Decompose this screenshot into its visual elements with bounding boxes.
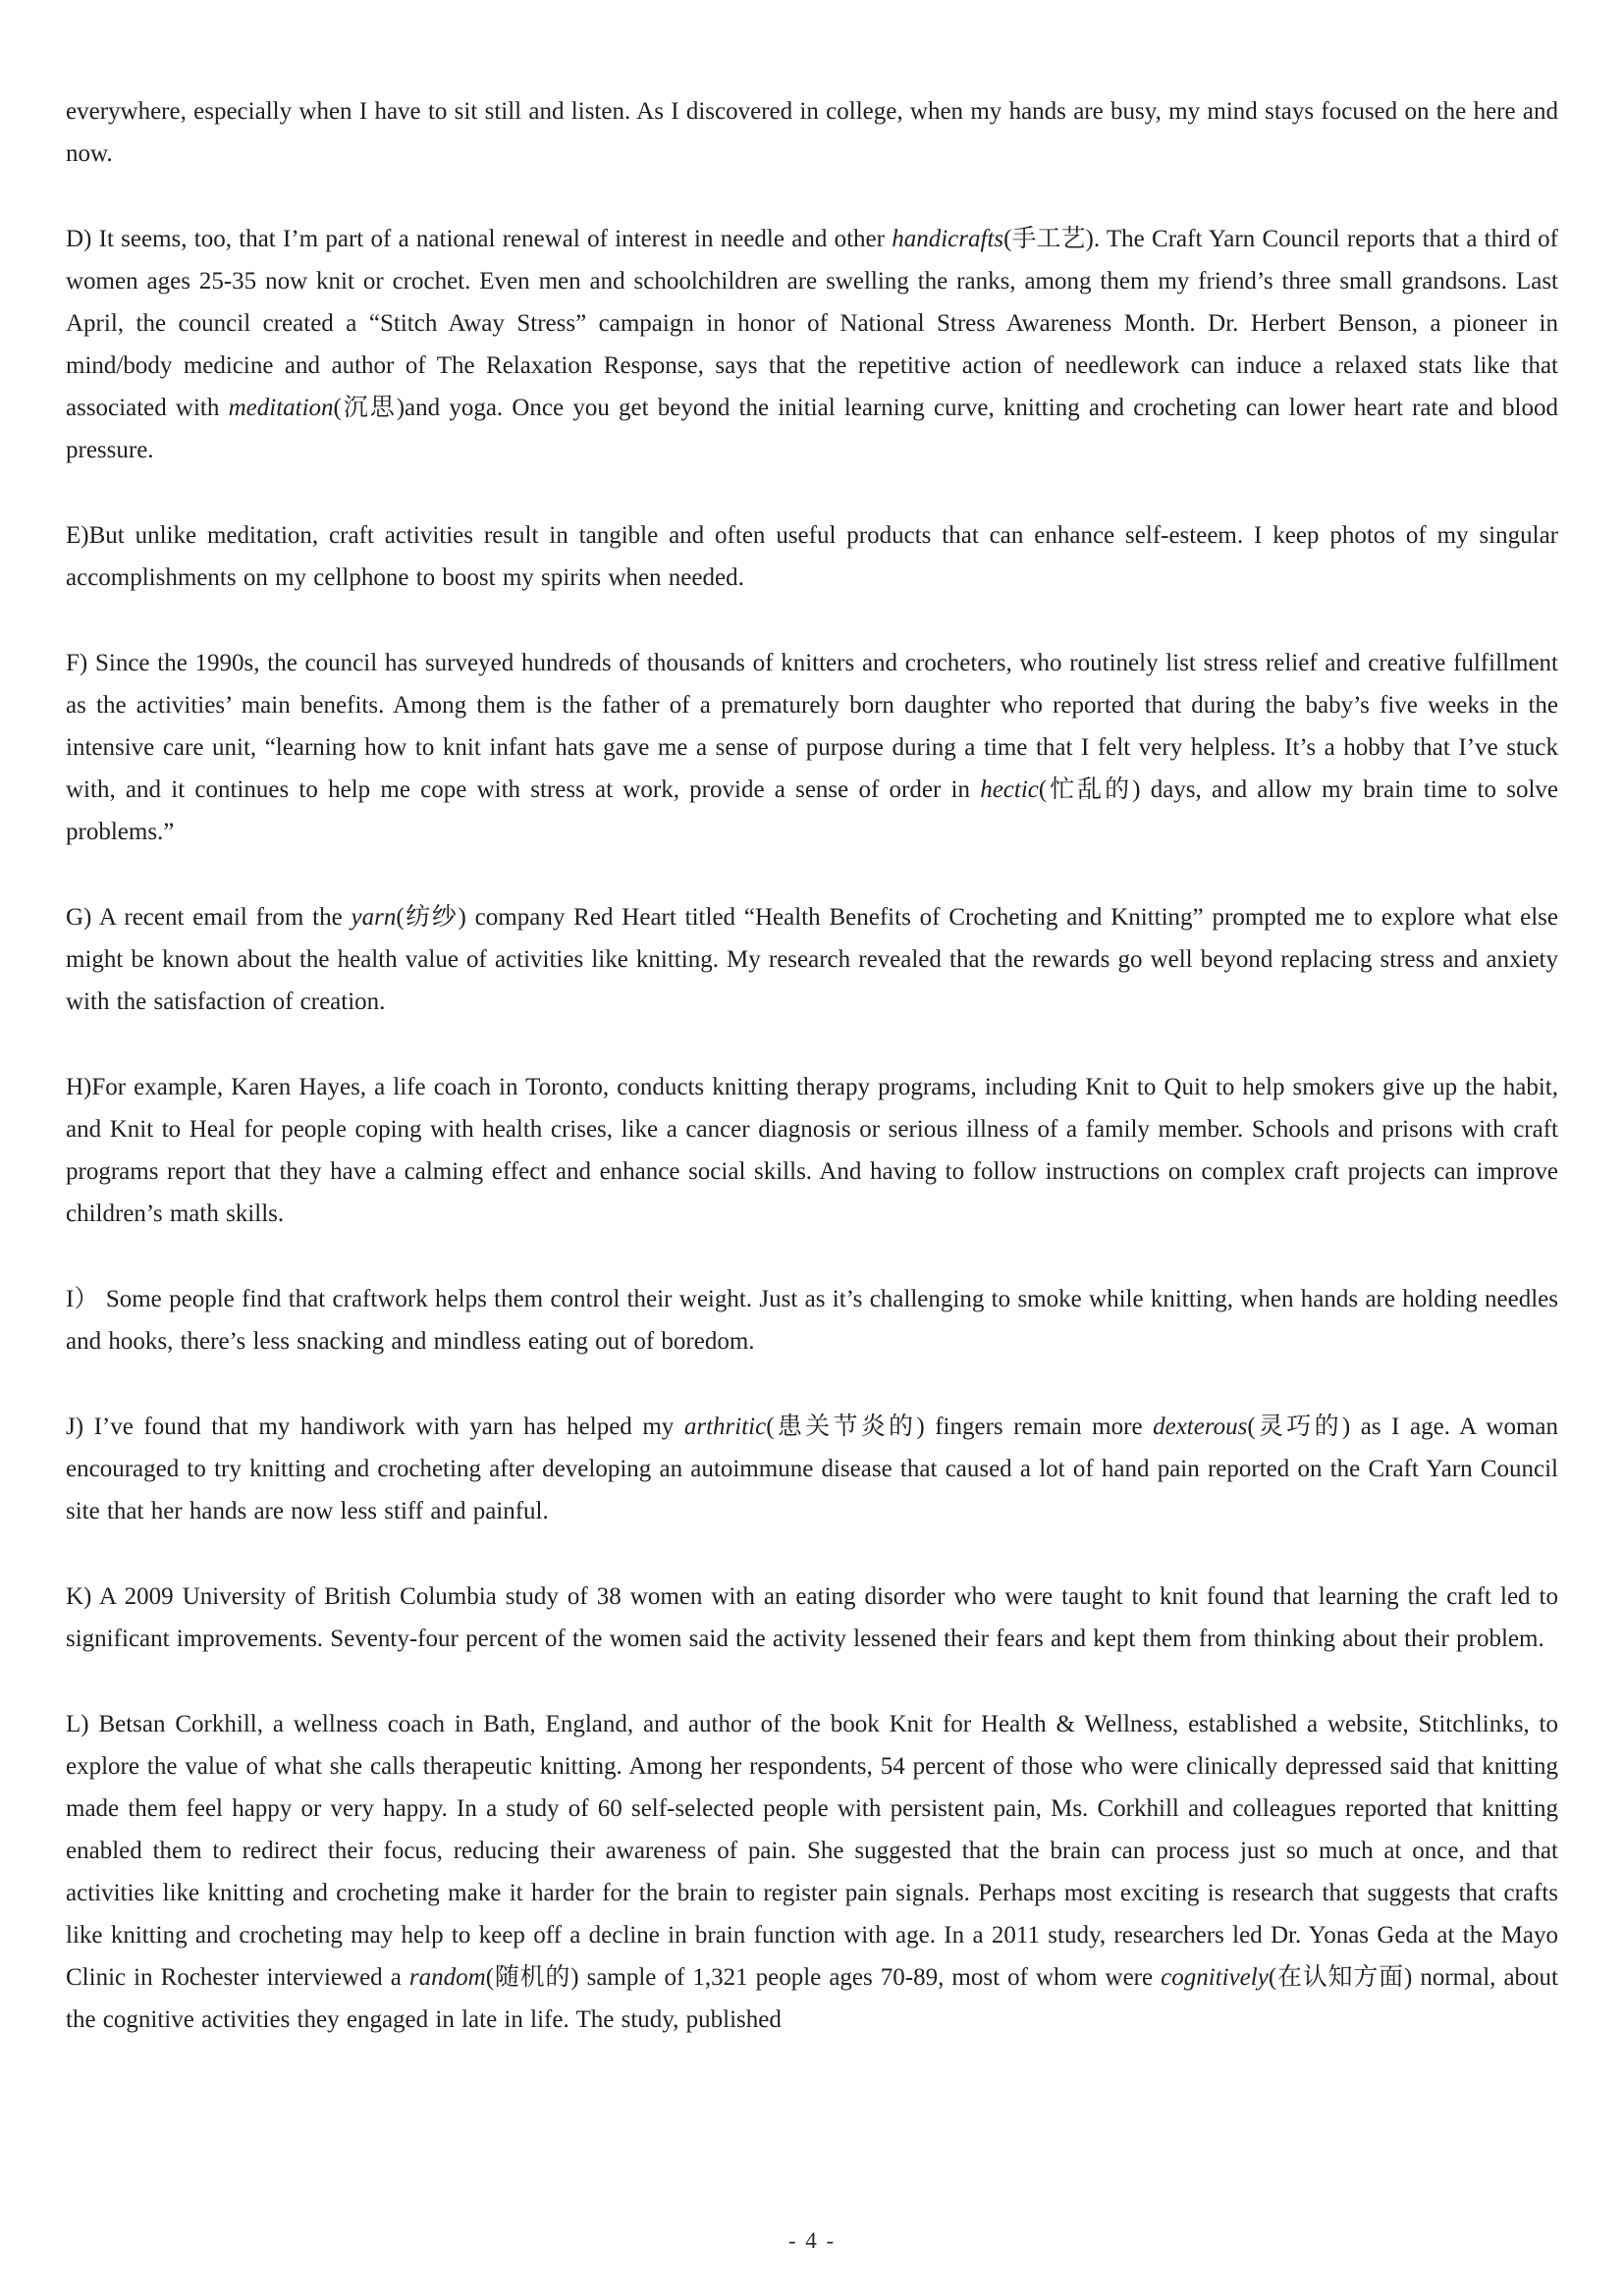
passage-paragraph: [66, 1406, 1558, 1532]
text-run: J) I’ve found that my handiwork with yarn has helped my: [66, 1414, 684, 1440]
italic-term: random: [408, 1964, 486, 1991]
italic-term: arthritic: [683, 1414, 767, 1440]
passage: [66, 90, 1558, 2041]
italic-term: handicrafts: [892, 226, 1004, 252]
passage-paragraph: [66, 1066, 1558, 1235]
text-run: everywhere, especially when I have to sit still and listen. As I discovered in college, when my hands are busy, my mind stays focused on the here and now.: [66, 98, 1558, 167]
text-run: F) Since the 1990s, the council has surveyed hundreds of thousands of knitters and crocheters, who routinely list stress relief and creative fulfillment as the activities’ main benefits. Among them is the father of a prematurely born daughter who reported that during the baby’s five weeks in the intensive care unit, “learning how to knit infant hats gave me a sense of purpose during a time that I felt very helpless. It’s a hobby that I’ve stuck with, and it continues to help me cope with stress at work, provide a sense of order in: [66, 650, 1558, 803]
text-run: (患关节炎的) fingers remain more: [766, 1414, 1154, 1440]
passage-paragraph: [66, 896, 1558, 1023]
text-run: (随机的) sample of 1,321 people ages 70-89, most of whom were: [485, 1964, 1162, 1991]
passage-paragraph: [66, 1575, 1558, 1660]
passage-paragraph: [66, 1278, 1558, 1362]
text-run: (灵巧的) as I age. A woman encouraged to try knitting and crocheting after developing an autoimmune disease that caused a lot of hand pain reported on the Craft Yarn Council site that her hands are now less stiff and painful.: [66, 1414, 1558, 1524]
text-run: I） Some people find that craftwork helps them control their weight. Just as it’s challenging to smoke while knitting, when hands are holding needles and hooks, there’s less snacking and mindless eating out of boredom.: [66, 1286, 1558, 1355]
italic-term: meditation: [228, 395, 334, 421]
text-run: G) A recent email from the: [66, 904, 352, 931]
italic-term: yarn: [351, 904, 397, 931]
passage-paragraph: [66, 218, 1558, 471]
passage-paragraph: [66, 514, 1558, 599]
text-run: (手工艺). The Craft Yarn Council reports that a third of women ages 25-35 now knit or crochet. Even men and schoolchildren are swelling the ranks, among them my friend’s three small grandsons. Last April, the council created a “Stitch Away Stress” campaign in honor of National Stress Awareness Month. Dr. Herbert Benson, a pioneer in mind/body medicine and author of The Relaxation Response, says that the repetitive action of needlework can induce a relaxed stats like that associated with: [66, 226, 1558, 421]
text-run: D) It seems, too, that I’m part of a national renewal of interest in needle and other: [66, 226, 893, 252]
page-number: - 4 -: [787, 2228, 837, 2253]
passage-paragraph: [66, 90, 1558, 175]
italic-term: hectic: [980, 776, 1039, 803]
text-run: E)But unlike meditation, craft activities result in tangible and often useful products that can enhance self-esteem. I keep photos of my singular accomplishments on my cellphone to boost my spirits when needed.: [66, 522, 1558, 591]
text-run: (在认知方面) normal, about the cognitive activities they engaged in late in life. The study, published: [66, 1964, 1558, 2033]
text-run: (沉思)and yoga. Once you get beyond the initial learning curve, knitting and crocheting can lower heart rate and blood pressure.: [66, 395, 1558, 463]
text-run: L) Betsan Corkhill, a wellness coach in Bath, England, and author of the book Knit for Health & Wellness, established a website, Stitchlinks, to explore the value of what she calls therapeutic knitting. Among her respondents, 54 percent of those who were clinically depressed said that knitting made them feel happy or very happy. In a study of 60 self-selected people with persistent pain, Ms. Corkhill and colleagues reported that knitting enabled them to redirect their focus, reducing their awareness of pain. She suggested that the brain can process just so much at once, and that activities like knitting and crocheting make it harder for the brain to register pain signals. Perhaps most exciting is research that suggests that crafts like knitting and crocheting may help to keep off a decline in brain function with age. In a 2011 study, researchers led Dr. Yonas Geda at the Mayo Clinic in Rochester interviewed a: [66, 1711, 1558, 1991]
text-run: H)For example, Karen Hayes, a life coach in Toronto, conducts knitting therapy programs, including Knit to Quit to help smokers give up the habit, and Knit to Heal for people coping with health crises, like a cancer diagnosis or serious illness of a family member. Schools and prisons with craft programs report that they have a calming effect and enhance social skills. And having to follow instructions on complex craft projects can improve children’s math skills.: [66, 1074, 1558, 1227]
text-run: K) A 2009 University of British Columbia study of 38 women with an eating disorder who were taught to knit found that learning the craft led to significant improvements. Seventy-four percent of the women said the activity lessened their fears and kept them from thinking about their problem.: [66, 1583, 1558, 1652]
passage-paragraph: [66, 642, 1558, 853]
passage-paragraph: [66, 1703, 1558, 2041]
text-run: (纺纱) company Red Heart titled “Health Benefits of Crocheting and Knitting” prompted me to explore what else might be known about the health value of activities like knitting. My research revealed that the rewards go well beyond replacing stress and anxiety with the satisfaction of creation.: [66, 904, 1559, 1015]
italic-term: cognitively: [1161, 1964, 1269, 1991]
italic-term: dexterous: [1153, 1414, 1248, 1440]
text-run: (忙乱的) days, and allow my brain time to solve problems.”: [66, 776, 1558, 845]
